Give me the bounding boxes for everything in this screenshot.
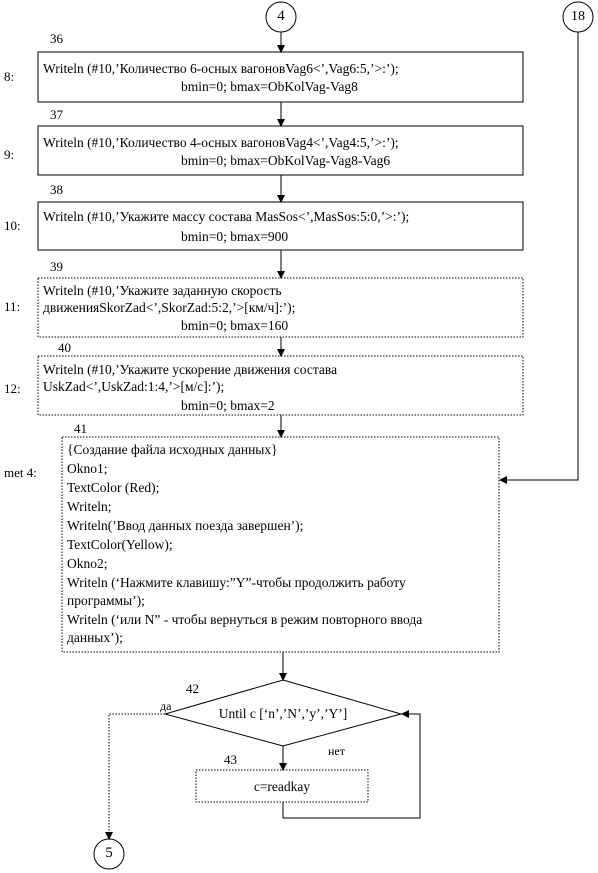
block-41-line: Writeln (‘Нажмите клавишу:”Y”-чтобы продолжить работу xyxy=(67,575,406,590)
block-41-side-label: met 4: xyxy=(4,465,37,480)
block-38-number: 38 xyxy=(50,182,63,197)
decision-yes-label: да xyxy=(160,699,172,713)
block-41-line: Writeln (‘или N” - чтобы вернуться в режим повторного ввода xyxy=(67,612,423,627)
decision-no-label: нет xyxy=(328,744,345,758)
block-38-line1: Writeln (#10,’Укажите массу состава MasSos<’,MasSos:5:0,’>:’); xyxy=(43,209,410,224)
block-43-text: c=readkay xyxy=(253,779,311,794)
block-41-line: {Создание файла исходных данных} xyxy=(67,442,278,457)
block-40-number: 40 xyxy=(58,340,71,355)
block-40-line1: Writeln (#10,’Укажите ускорение движения состава xyxy=(43,362,338,377)
block-37-line1: Writeln (#10,’Количество 4-осных вагоновVag4<’,Vag4:5,’>:’); xyxy=(43,135,399,150)
block-41-line: Writeln(’Ввод данных поезда завершен’); xyxy=(67,518,304,533)
block-39-line2: движенияSkorZad<’,SkorZad:5:2,’>[км/ч]:’); xyxy=(43,300,296,315)
block-39-number: 39 xyxy=(50,259,63,274)
block-36-number: 36 xyxy=(50,31,63,46)
block-36-line2: bmin=0; bmax=ObKolVag-Vag8 xyxy=(181,79,358,94)
connector-18-label: 18 xyxy=(571,9,585,24)
block-36-side-label: 8: xyxy=(4,69,15,84)
block-37-side-label: 9: xyxy=(4,147,15,162)
block-38-line2: bmin=0; bmax=900 xyxy=(181,229,289,244)
block-40-side-label: 12: xyxy=(4,381,21,396)
block-41-line: TextColor (Red); xyxy=(67,480,160,495)
block-36-line1: Writeln (#10,’Количество 6-осных вагоновVag6<’,Vag6:5,’>:’); xyxy=(43,61,399,76)
block-41-line: Okno1; xyxy=(67,461,108,476)
decision-42-condition: Until c [‘n’,’N’,’y’,’Y’] xyxy=(218,706,348,721)
block-37-number: 37 xyxy=(50,107,63,122)
block-41-line: Okno2; xyxy=(67,556,108,571)
block-39-line3: bmin=0; bmax=160 xyxy=(181,318,289,333)
block-41-line: программы’); xyxy=(67,593,145,608)
block-40-line3: bmin=0; bmax=2 xyxy=(181,398,275,413)
block-39-side-label: 11: xyxy=(4,299,21,314)
block-39-line1: Writeln (#10,’Укажите заданную скорость xyxy=(43,283,282,298)
block-40-line2: UskZad<’,UskZad:1:4,’>[м/с]:’); xyxy=(43,379,225,394)
block-41-line: TextColor(Yellow); xyxy=(67,537,173,552)
block-41-line: Writeln; xyxy=(67,499,112,514)
block-43-number: 43 xyxy=(224,752,237,767)
block-41-line: данных’); xyxy=(67,630,123,645)
block-41-number: 41 xyxy=(74,421,87,436)
decision-42-number: 42 xyxy=(186,681,199,696)
connector-5-label: 5 xyxy=(105,845,113,861)
connector-4-label: 4 xyxy=(277,8,285,24)
yes-branch-line xyxy=(109,714,165,839)
block-37-line2: bmin=0; bmax=ObKolVag-Vag8-Vag6 xyxy=(181,153,391,168)
block-38-side-label: 10: xyxy=(4,218,21,233)
